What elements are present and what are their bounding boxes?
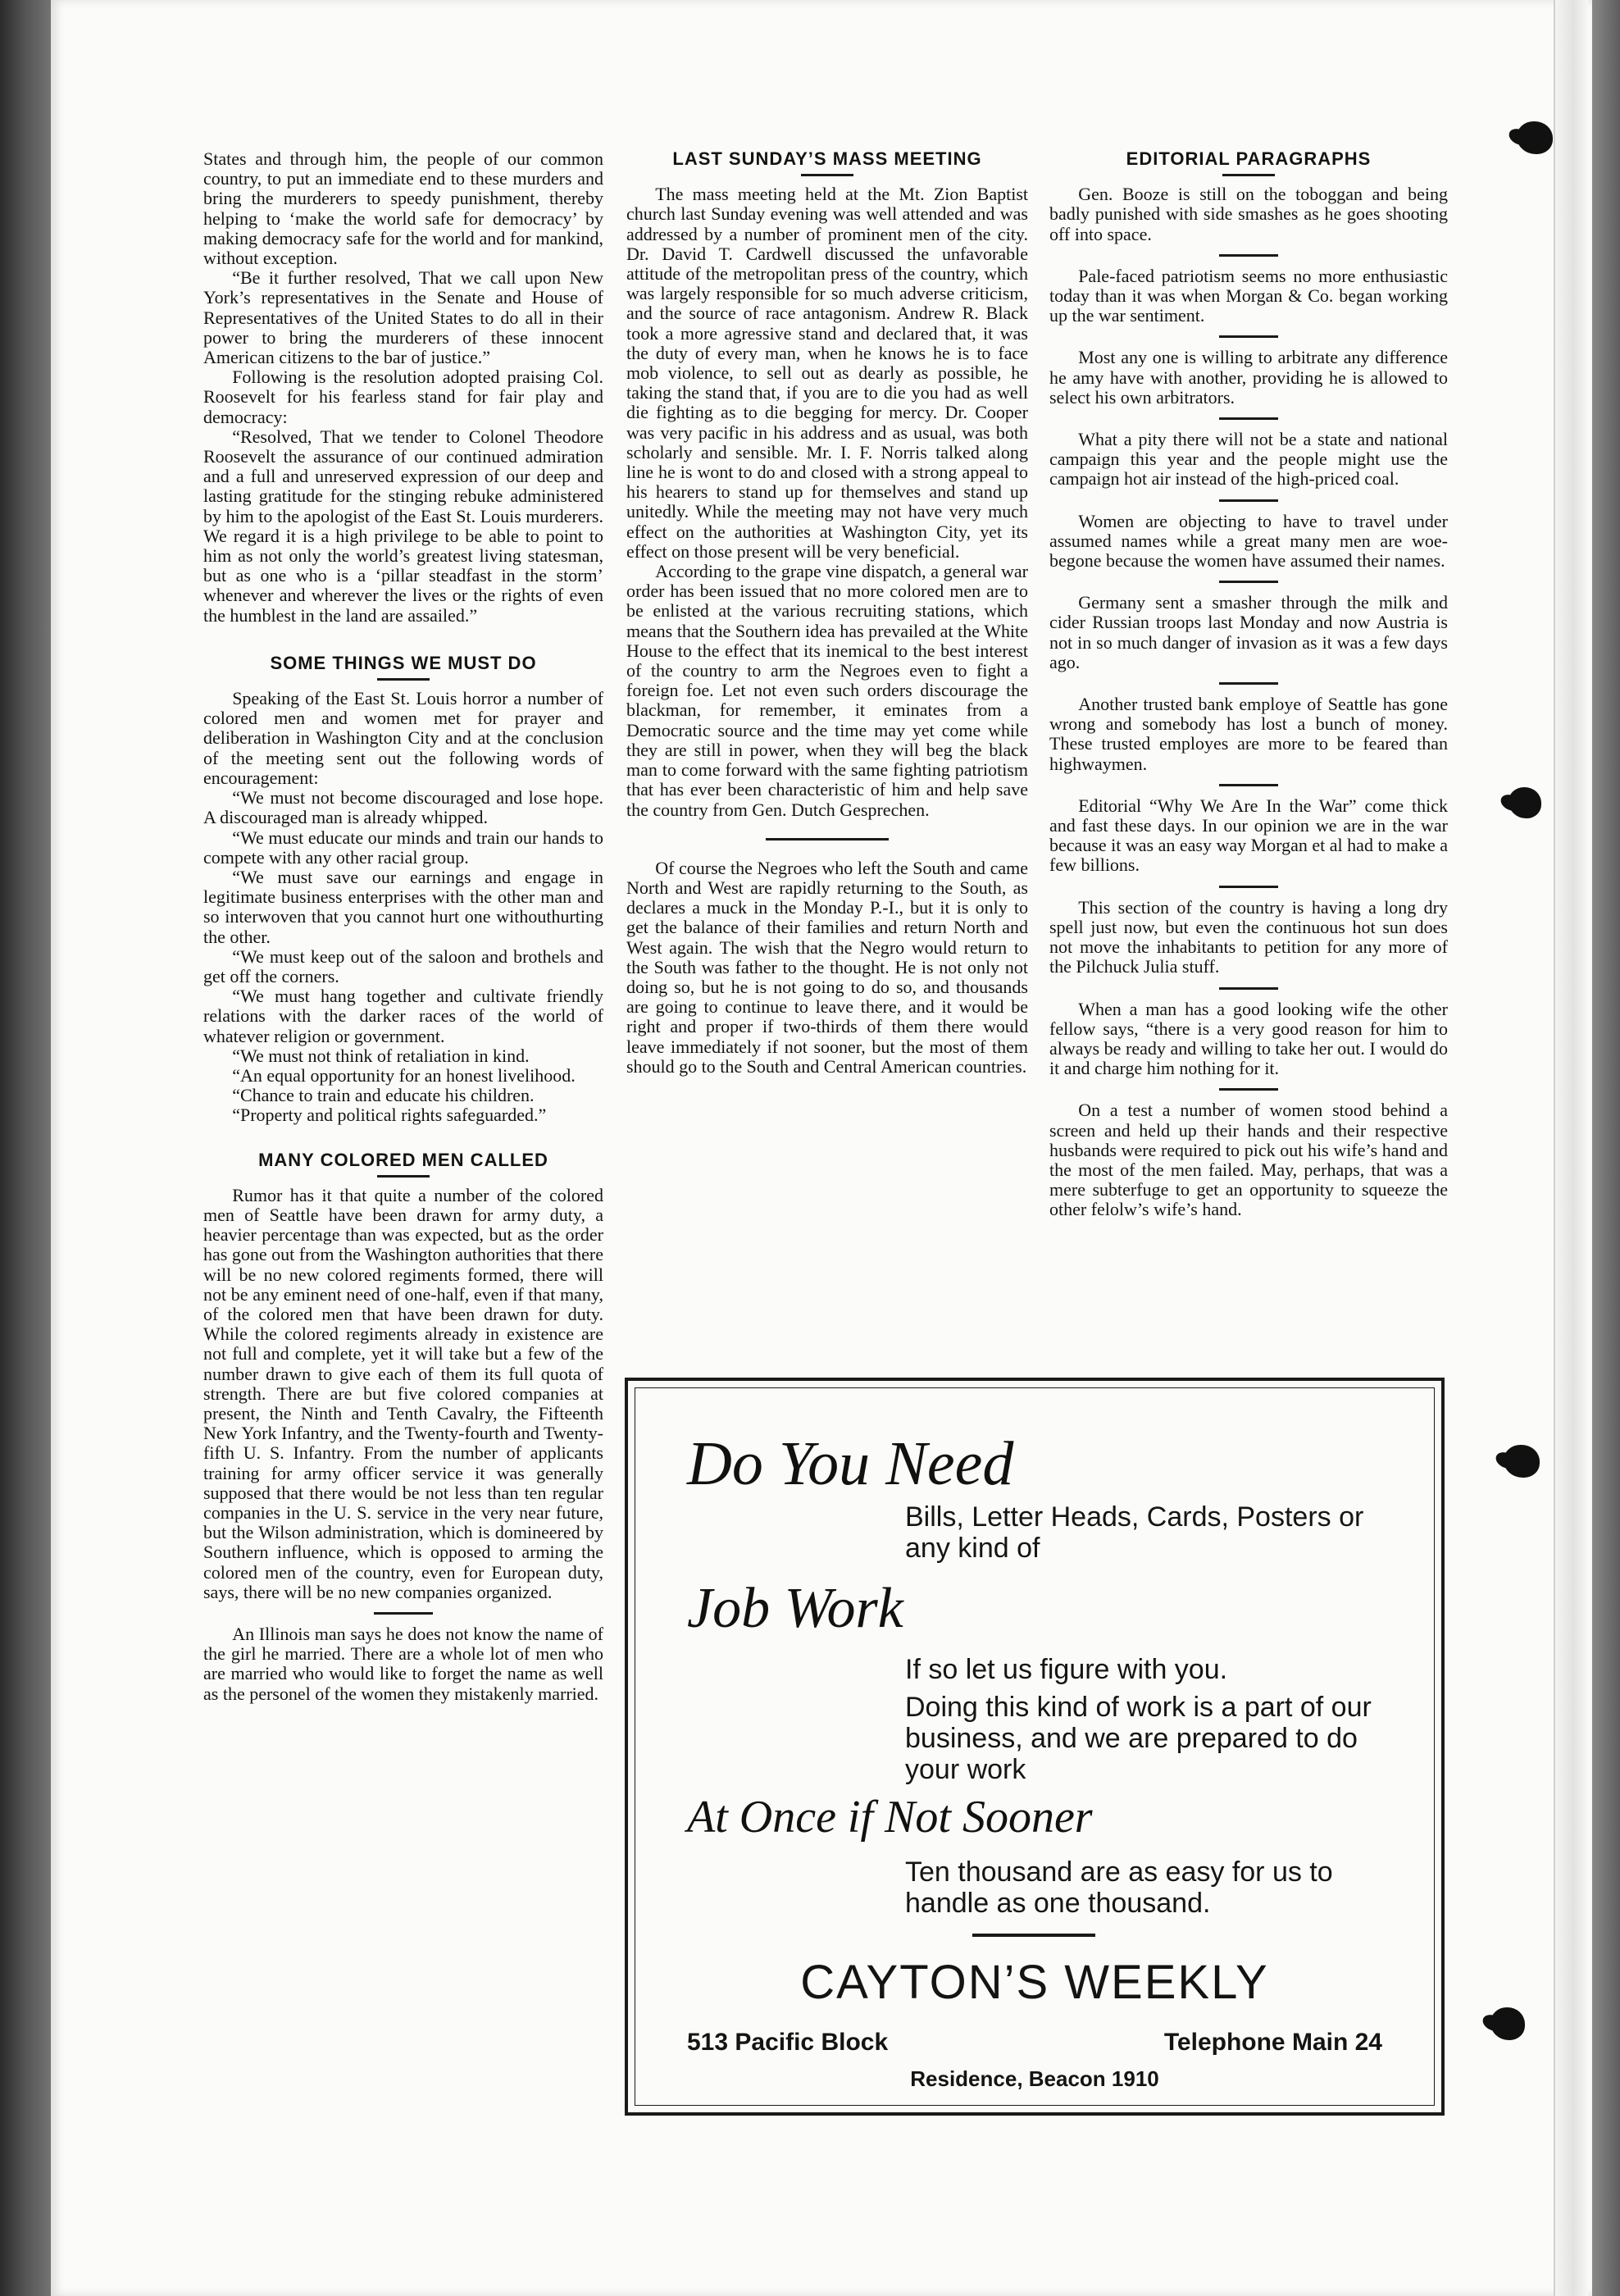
page-fold [1554, 0, 1588, 2296]
editorial-paragraph: This section of the country is having a long dry spell just now, but even the continuous hot sun does not move the inhabitants to petition for any more of the Pilchuck Julia stuff. [1049, 896, 1448, 977]
section-rule [1219, 682, 1278, 685]
article-paragraph: Following is the resolution adopted praising Col. Roosevelt for his fearless stand for fair play and democracy: [203, 367, 603, 427]
article-paragraph: Speaking of the East St. Louis horror a number of colored men and women met for prayer and deliberation in Washington City and at the conclusion of the meeting sent out the following words of encouragement: [203, 688, 603, 788]
scan-left-edge [0, 0, 57, 2296]
column-middle [626, 149, 1028, 1077]
section-rule [1219, 254, 1278, 257]
column-right [1049, 149, 1448, 1220]
headline-mass-meeting: LAST SUNDAY’S MASS MEETING [672, 148, 982, 169]
ad-rule [972, 1934, 1095, 1937]
ad-residence: Residence, Beacon 1910 [910, 2066, 1159, 2091]
headline-rule [377, 1175, 430, 1178]
section-rule [1219, 784, 1278, 786]
article-paragraph: “We must educate our minds and train our hands to compete with any other racial group. [203, 827, 603, 868]
section-rule [766, 838, 889, 840]
article-paragraph: “We must not become discouraged and lose hope. A discouraged man is already whipped. [203, 787, 603, 828]
editorial-paragraph: Most any one is willing to arbitrate any difference he amy have with another, providing he is allowed to select his own arbitrators. [1049, 347, 1448, 408]
editorial-paragraph: What a pity there will not be a state and national campaign this year and the people might use the campaign hot air instead of the high-priced coal. [1049, 429, 1448, 490]
section-rule [1219, 987, 1278, 990]
editorial-paragraph: When a man has a good looking wife the other fellow says, “there is a very good reason for him to always be ready and willing to take her out. I would do it and charge him nothing for it. [1049, 998, 1448, 1079]
section-rule [1219, 1088, 1278, 1091]
column-left [203, 149, 603, 1704]
advertisement-box [625, 1378, 1445, 2116]
section-rule [1219, 581, 1278, 583]
headline-rule [377, 678, 430, 681]
article-paragraph: “We must keep out of the saloon and brothels and get off the corners. [203, 945, 603, 986]
article-paragraph: “We must save our earnings and engage in legitimate business enterprises with the other man and so interwoven that you cannot hurt one withouthurting the other. [203, 866, 603, 947]
article-paragraph: “An equal opportunity for an honest livelihood. [232, 1064, 576, 1086]
headline-some-things: SOME THINGS WE MUST DO [270, 652, 537, 673]
article-paragraph: “We must not think of retaliation in kind. [232, 1045, 530, 1066]
article-paragraph: “We must hang together and cultivate friendly relations with the darker races of the world of whatever religion or government. [203, 986, 603, 1046]
ad-headline: Job Work [687, 1577, 903, 1640]
article-paragraph: “Property and political rights safeguarded.” [232, 1105, 547, 1126]
ad-text-line: Doing this kind of work is a part of our business, and we are prepared to do your work [905, 1692, 1372, 1785]
article-paragraph: According to the grape vine dispatch, a general war order has been issued that no more colored men are to be enlisted at the various recruiting stations, which means that the Southern idea has prevailed at the White House to the effect that its inemical to the best interest of the country to arm the Negroes even to fight a foreign foe. Let not even such orders discourage the blackman, for remember, it eminates from a Democratic source and the time may yet come while they are still in power, when they will beg the black man to come forward with the same fighting patriotism that has ever been characteristic of him and help save the country from Gen. Dutch Gesprechen. [626, 561, 1028, 820]
ad-headline: Do You Need [687, 1429, 1014, 1498]
editorial-paragraph: Women are objecting to have to travel under assumed names while a great many men are woe-begone because the women have assumed their names. [1049, 510, 1448, 572]
ad-headline: At Once if Not Sooner [687, 1792, 1093, 1843]
editorial-paragraph: Another trusted bank employe of Seattle has gone wrong and somebody has lost a bunch of money. These trusted employes are more to be feared than highwaymen. [1049, 694, 1448, 774]
ad-business-name: CAYTON’S WEEKLY [800, 1956, 1269, 2009]
article-paragraph: “Be it further resolved, That we call upon New York’s representatives in the Senate and House of Representatives of the United States to do all in their power to bring the murderers of these innocent American citizens to the bar of justice.” [203, 267, 603, 368]
editorial-paragraph: Gen. Booze is still on the toboggan and being badly punished with side smashes as he goes shooting off into space. [1049, 184, 1448, 244]
editorial-paragraph: Pale-faced patriotism seems no more enthusiastic today than it was when Morgan & Co. began working up the war sentiment. [1049, 265, 1448, 326]
article-paragraph: Rumor has it that quite a number of the colored men of Seattle have been drawn for army duty, a heavier percentage than was expected, but as the order has gone out from the Washington authorities that there will be no new colored regiments formed, there will not be any eminent need of one-half, even if that many, of the colored men that have been drawn for duty. While the colored regiments already in existence are not full and complete, yet it will take but a few of the number drawn to give each of them its full quota of strength. There are but five colored companies at present, the Ninth and Tenth Cavalry, the Fifteenth New York Infantry, and the Twenty-fourth and Twenty-fifth U. S. Infantry. From the number of applicants training for army officer service it was generally supposed that there would be not less than ten regular companies in the U. S. service in the very near future, but the Wilson administration, which is domineered by Southern influence, which is opposed to arming the colored men of the country, even for European duty, says, there will be no new companies organized. [203, 1184, 603, 1602]
binding-hole [1490, 2007, 1525, 2040]
headline-rule [801, 174, 853, 176]
article-paragraph: “Chance to train and educate his children. [232, 1085, 535, 1106]
article-paragraph: An Illinois man says he does not know the name of the girl he married. There are a whole lot of men who are married who would like to forget the name as well as the personel of the women they mistakenly married. [203, 1624, 603, 1704]
headline-rule [1222, 174, 1275, 176]
ad-text [905, 1654, 1397, 1785]
ad-text-line: If so let us figure with you. [905, 1654, 1228, 1685]
binding-hole [1517, 121, 1553, 154]
editorial-paragraph: Germany sent a smasher through the milk and cider Russian troops last Monday and now Austria is not in so much danger of invasion as it was a few days ago. [1049, 592, 1448, 672]
binding-hole [1509, 787, 1541, 818]
ad-text: Bills, Letter Heads, Cards, Posters or any kind of [905, 1501, 1364, 1564]
headline-editorial-paragraphs: EDITORIAL PARAGRAPHS [1126, 148, 1372, 169]
binding-hole [1504, 1445, 1540, 1478]
section-rule [1219, 417, 1278, 420]
article-paragraph: States and through him, the people of our common country, to put an immediate end to these murders and bring the murderers to speedy punishment, thereby helping to ‘make the world safe for democracy’ by making democracy safe for the world and for mankind, without exception. [203, 148, 603, 269]
article-paragraph: “Resolved, That we tender to Colonel Theodore Roosevelt the assurance of our continued admiration and a full and unreserved expression of our deep and lasting gratitude for the stinging rebuke administered by him to the apologist of the East St. Louis murderers. We regard it is a high privilege to be able to point to him as not only the world’s greatest living statesman, but as one who is a ‘pillar steadfast in the storm’ whenever and wherever the lives or the rights of even the humblest in the land are assailed.” [203, 426, 603, 626]
ad-address: 513 Pacific Block [687, 2029, 889, 2056]
editorial-paragraph: Editorial “Why We Are In the War” come thick and fast these days. In our opinion we are in the war because it was an easy way Morgan et al had to make a few billions. [1049, 795, 1448, 876]
section-rule [1219, 499, 1278, 502]
article-paragraph: Of course the Negroes who left the South and came North and West are rapidly returning to the South, as declares a muck in the Monday P.-I., but it is only to get the balance of their families and return North and West again. The wish that the Negro would return to the South was father to the thought. He is not only not doing so, but he is not going to do so, and thousands are going to continue to leave there, and it would be right and proper if two-thirds of them there would leave immediately if not sooner, but the most of them should go to the South and Central American countries. [626, 857, 1028, 1077]
section-rule [1219, 886, 1278, 888]
ad-phone: Telephone Main 24 [1163, 2029, 1382, 2056]
section-rule [1219, 335, 1278, 338]
article-paragraph: The mass meeting held at the Mt. Zion Baptist church last Sunday evening was well attended and was addressed by a number of prominent men of the city. Dr. David T. Cardwell discussed the unfavorable attitude of the metropolitan press of the country, which was largely responsible for so much adverse criticism, and the source of race antagonism. Andrew R. Black took a more agressive stand and declared that, it was the duty of every man, when he knows he is to face mob violence, to sell out as dearly as possible, he taking the stand that, if you are to die you had as well die fighting as to die begging for mercy. Dr. Cooper was very pacific in his address and as usual, was both scholarly and sensible. Mr. I. F. Norris talked along line he is wont to do and closed with a strong appeal to his hearers to stand up for themselves and stand up unitedly. While the meeting may not have very much effect on the authorities at Washington City, yet its effect on those present will be very beneficial. [626, 184, 1028, 562]
section-rule [374, 1612, 433, 1615]
editorial-paragraph: On a test a number of women stood behind a screen and held up their hands and their respective husbands were required to pick out his wife’s hand and the most of the men failed. May, perhaps, that was a mere subterfuge to get an opportunity to squeeze the other felolw’s wife’s hand. [1049, 1100, 1448, 1220]
ad-text: Ten thousand are as easy for us to handle as one thousand. [905, 1856, 1333, 1919]
headline-many-colored-men: MANY COLORED MEN CALLED [258, 1149, 548, 1170]
